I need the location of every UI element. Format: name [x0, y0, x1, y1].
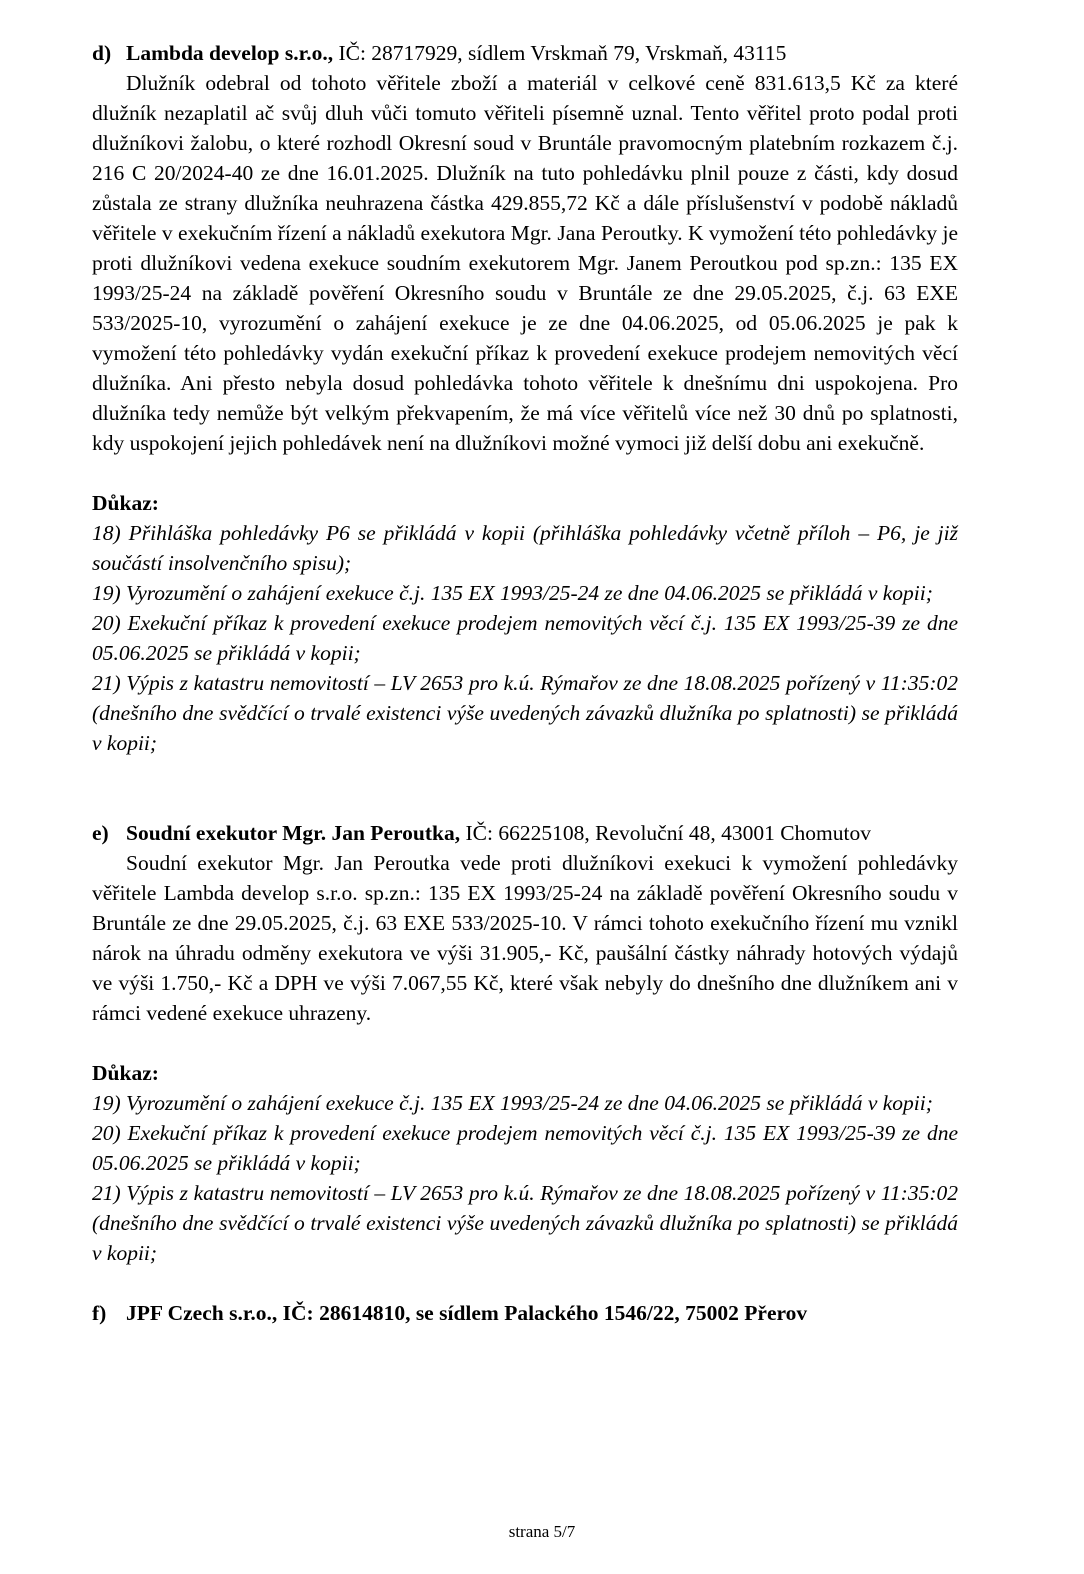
evidence-item: 21) Výpis z katastru nemovitostí – LV 2653 pro k.ú. Rýmařov ze dne 18.08.2025 pořízený v 11:35:02 (dnešního dne svědčící o trvalé existenci výše uvedených závazků dlužníka po splatnosti) se přikládá v kopii; — [92, 671, 958, 755]
spacer — [92, 1268, 958, 1298]
section-e-evidence-title: Důkaz: — [92, 1061, 159, 1085]
section-d-body: Dlužník odebral od tohoto věřitele zboží a materiál v celkové ceně 831.613,5 Kč za které dlužník nezaplatil ač svůj dluh vůči tomuto věřiteli písemně uznal. Tento věřitel proto podal proti dlužníkovi žalobu, o které rozhodl Okresní soud v Bruntále pravomocným platebním rozkazem č.j. 216 C 20/2024-40 ze dne 16.01.2025. Dlužník na tuto pohledávku plnil pouze z části, kdy dosud zůstala ze strany dlužníka neuhrazena částka 429.855,72 Kč a dále příslušenství v podobě nákladů věřitele v exekučním řízení a nákladů exekutora Mgr. Jana Peroutky. K vymožení této pohledávky je proti dlužníkovi vedena exekuce soudním exekutorem Mgr. Janem Peroutkou pod sp.zn.: 135 EX 1993/25-24 na základě pověření Okresního soudu v Bruntále ze dne 29.05.2025, č.j. 63 EXE 533/2025-10, vyrozumění o zahájení exekuce je ze dne 04.06.2025, od 05.06.2025 je pak k vymožení této pohledávky vydán exekuční příkaz k provedení exekuce prodejem nemovitých věcí dlužníka. Ani přesto nebyla dosud pohledávka tohoto věřitele k dnešnímu dni uspokojena. Pro dlužníka tedy nemůže být velkým překvapením, že má více věřitelů více než 30 dnů po splatnosti, kdy uspokojení jejich pohledávek není na dlužníkovi možné vymoci již delší dobu ani exekučně. — [92, 71, 958, 455]
section-e-creditor-details: IČ: 66225108, Revoluční 48, 43001 Chomutov — [460, 821, 871, 845]
spacer — [92, 458, 958, 488]
section-f-creditor-text: JPF Czech s.r.o., IČ: 28614810, se sídlem Palackého 1546/22, 75002 Přerov — [126, 1301, 808, 1325]
section-d-creditor-details: IČ: 28717929, sídlem Vrskmaň 79, Vrskmaň, 43115 — [333, 41, 787, 65]
section-d-evidence-list — [92, 518, 958, 758]
section-d-evidence-title: Důkaz: — [92, 491, 159, 515]
evidence-item: 20) Exekuční příkaz k provedení exekuce prodejem nemovitých věcí č.j. 135 EX 1993/25-39 ze dne 05.06.2025 se přikládá v kopii; — [92, 1121, 958, 1175]
document-page — [92, 38, 958, 1328]
page-number: strana 5/7 — [508, 1522, 576, 1541]
section-d-creditor-name: Lambda develop s.r.o., — [126, 41, 334, 65]
section-f-letter: f) — [92, 1301, 107, 1325]
evidence-item: 18) Přihláška pohledávky P6 se přikládá v kopii (přihláška pohledávky včetně příloh – P6, je již součástí insolvenčního spisu); — [92, 521, 958, 575]
section-e-creditor-name: Soudní exekutor Mgr. Jan Peroutka, — [126, 821, 461, 845]
section-e-body: Soudní exekutor Mgr. Jan Peroutka vede proti dlužníkovi exekuci k vymožení pohledávky věřitele Lambda develop s.r.o. sp.zn.: 135 EX 1993/25-24 na základě pověření Okresního soudu v Bruntále ze dne 29.05.2025, č.j. 63 EXE 533/2025-10. V rámci tohoto exekučního řízení mu vznikl nárok na úhradu odměny exekutora ve výši 31.905,- Kč, paušální částky náhrady hotových výdajů ve výši 1.750,- Kč a DPH ve výši 7.067,55 Kč, které však nebyly do dnešního dne dlužníkem ani v rámci vedené exekuce uhrazeny. — [92, 851, 958, 1025]
evidence-item: 21) Výpis z katastru nemovitostí – LV 2653 pro k.ú. Rýmařov ze dne 18.08.2025 pořízený v 11:35:02 (dnešního dne svědčící o trvalé existenci výše uvedených závazků dlužníka po splatnosti) se přikládá v kopii; — [92, 1181, 958, 1265]
section-d-heading — [92, 38, 958, 68]
evidence-item: 19) Vyrozumění o zahájení exekuce č.j. 135 EX 1993/25-24 ze dne 04.06.2025 se přikládá v kopii; — [92, 581, 933, 605]
section-e-heading — [92, 818, 958, 848]
spacer — [92, 1028, 958, 1058]
spacer — [92, 758, 958, 818]
evidence-item: 19) Vyrozumění o zahájení exekuce č.j. 135 EX 1993/25-24 ze dne 04.06.2025 se přikládá v kopii; — [92, 1091, 933, 1115]
section-e-letter: e) — [92, 821, 109, 845]
section-d-letter: d) — [92, 41, 112, 65]
section-f-heading — [92, 1298, 958, 1328]
evidence-item: 20) Exekuční příkaz k provedení exekuce prodejem nemovitých věcí č.j. 135 EX 1993/25-39 ze dne 05.06.2025 se přikládá v kopii; — [92, 611, 958, 665]
section-e-evidence-list — [92, 1088, 958, 1268]
